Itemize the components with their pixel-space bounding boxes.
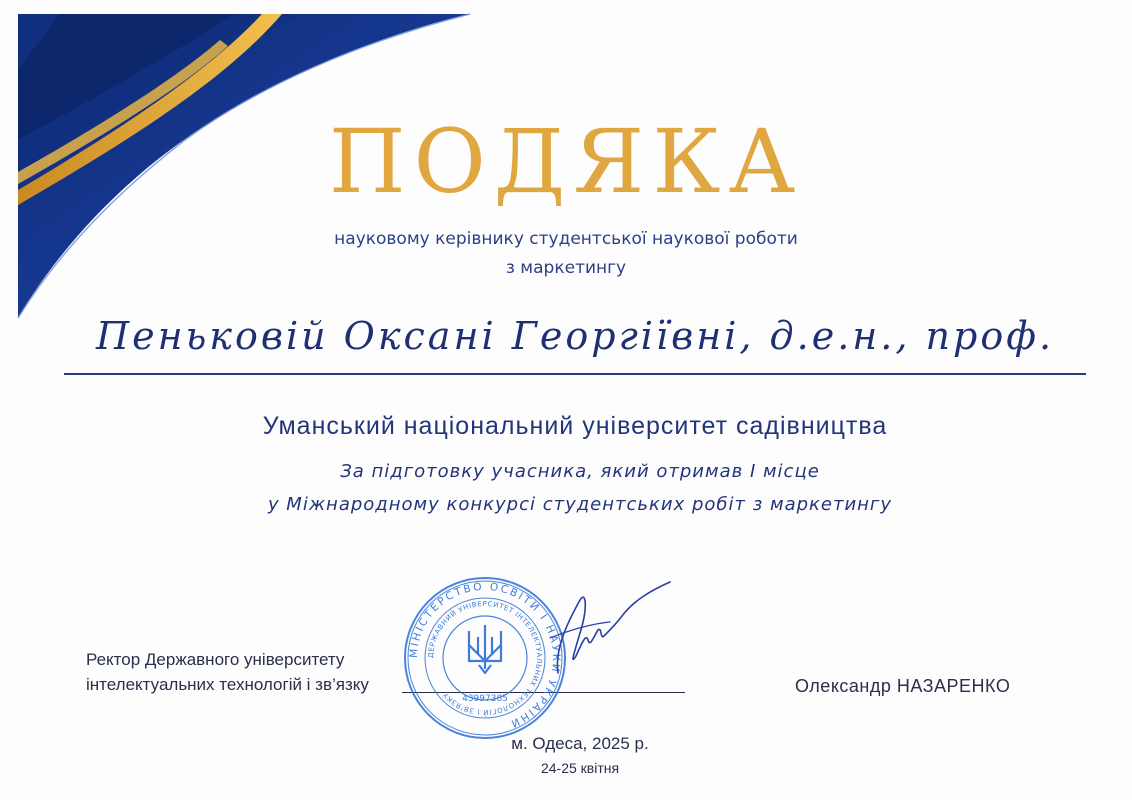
stamp-outer-text: МІНІСТЕРСТВО ОСВІТИ І НАУКИ УКРАЇНИ: [407, 580, 563, 731]
signatory-name: Олександр НАЗАРЕНКО: [795, 676, 1011, 696]
reason-line-2: у Міжнародному конкурсі студентських робіт з маркетингу: [267, 494, 893, 515]
certificate-title: ПОДЯКА: [328, 110, 804, 213]
stamp-inner-text: ДЕРЖАВНИЙ УНІВЕРСИТЕТ ІНТЕЛЕКТУАЛЬНИХ ТЕХНОЛОГІЙ І ЗВ'ЯЗКУ: [426, 599, 544, 717]
signer-position-line-2: інтелектуальних технологій і зв’язку: [86, 675, 369, 694]
reason-line-1: За підготовку учасника, який отримав І місце: [340, 461, 820, 482]
recipient-underline: [64, 373, 1086, 375]
handwritten-signature: [530, 578, 680, 688]
event-dates: 24-25 квітня: [540, 760, 620, 776]
stamp-code: 43997385: [462, 694, 508, 704]
university-name: Уманський національний університет садівництва: [262, 412, 888, 440]
signer-position-line-1: Ректор Державного університету: [86, 650, 345, 669]
place-and-year: м. Одеса, 2025 р.: [511, 734, 649, 753]
subtitle-line-2: з маркетингу: [505, 258, 627, 278]
trident-icon: [469, 625, 501, 673]
recipient-name: Пеньковій Оксані Георгіївні, д.е.н., проф.: [95, 314, 1055, 358]
subtitle-line-1: науковому керівнику студентської наукової роботи: [334, 229, 798, 249]
